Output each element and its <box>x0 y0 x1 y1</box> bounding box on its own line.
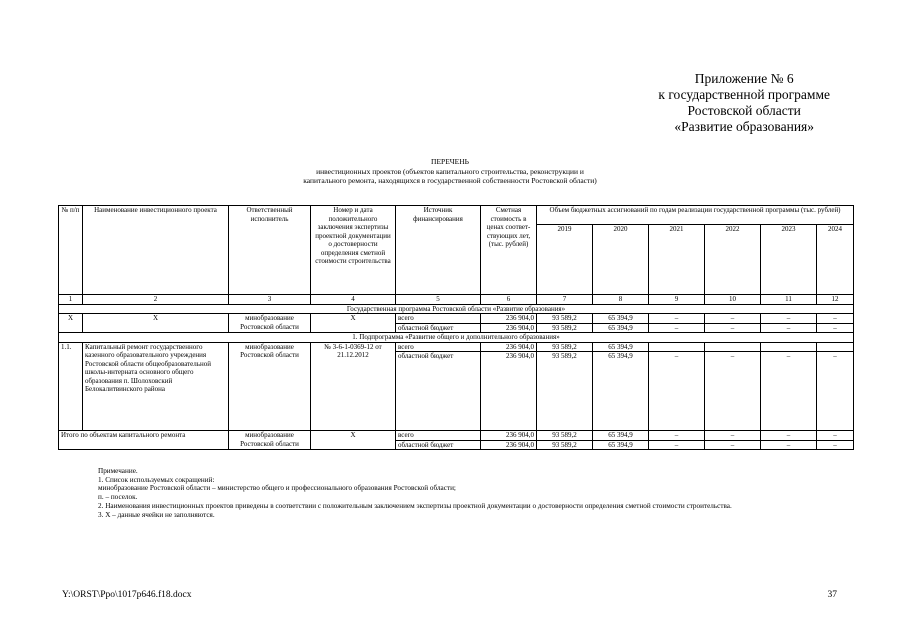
program-row-total <box>59 314 854 324</box>
year-cell: 93 589,2 <box>537 431 593 441</box>
year-cell: 65 394,9 <box>593 352 649 431</box>
year-cell: 93 589,2 <box>537 352 593 431</box>
cost-cell: 236 904,0 <box>481 440 537 450</box>
column-number: 8 <box>593 295 649 305</box>
project-row-total <box>59 342 854 352</box>
title-line-1: инвестиционных проектов (объектов капитального строительства, реконструкции и <box>316 166 584 176</box>
year-cell: – <box>817 352 854 431</box>
year-cell: – <box>761 323 817 333</box>
header-executor: Ответственный исполнитель <box>229 206 311 295</box>
cost-cell: 236 904,0 <box>481 323 537 333</box>
year-cell <box>817 342 854 352</box>
program-title-row <box>59 304 854 314</box>
notes-line: 2. Наименования инвестиционных проектов приведены в соответствии с положительным заключением экспертизы проектной документации о достоверности определения сметной стоимости строительства. <box>98 501 732 510</box>
column-number: 11 <box>761 295 817 305</box>
header-cost: Сметная стоимость в ценах соответ-ствующих лет, (тыс. рублей) <box>481 206 537 295</box>
year-cell <box>761 342 817 352</box>
header-num: № п/п <box>59 206 83 295</box>
column-number: 10 <box>705 295 761 305</box>
source-cell: всего <box>396 342 481 352</box>
year-cell: – <box>705 323 761 333</box>
year-cell: – <box>649 440 705 450</box>
total-row <box>59 431 854 441</box>
project-executor: минобразование Ростовской области <box>229 342 311 431</box>
project-num: 1.1. <box>59 342 83 431</box>
column-number: 2 <box>83 295 229 305</box>
column-number: 4 <box>311 295 396 305</box>
cost-cell: 236 904,0 <box>481 431 537 441</box>
year-cell: 93 589,2 <box>537 342 593 352</box>
header-year-2023: 2023 <box>761 225 817 295</box>
cost-cell: 236 904,0 <box>481 314 537 324</box>
program-num: Х <box>59 314 83 333</box>
source-cell: областной бюджет <box>396 352 481 431</box>
column-number-row <box>59 295 854 305</box>
program-name: Х <box>83 314 229 333</box>
notes-line: п. – поселок. <box>98 493 138 502</box>
program-executor: минобразование Ростовской области <box>229 314 311 333</box>
year-cell: 65 394,9 <box>593 323 649 333</box>
year-cell: 93 589,2 <box>537 440 593 450</box>
column-number: 6 <box>481 295 537 305</box>
total-label: Итого по объектам капитального ремонта <box>59 431 229 450</box>
footer-file-path: Y:\ORST\Ppo\1017p646.f18.docx <box>62 590 192 600</box>
year-cell: – <box>761 440 817 450</box>
investment-projects-table <box>58 205 854 450</box>
year-cell: – <box>649 352 705 431</box>
cost-cell: 236 904,0 <box>481 352 537 431</box>
appendix-line-3: Ростовской области <box>687 103 801 118</box>
title-heading: ПЕРЕЧЕНЬ <box>431 157 469 166</box>
year-cell: 65 394,9 <box>593 431 649 441</box>
appendix-line-1: Приложение № 6 <box>694 71 794 86</box>
source-cell: всего <box>396 314 481 324</box>
year-cell: 65 394,9 <box>593 314 649 324</box>
header-source: Источник финансирования <box>396 206 481 295</box>
header-year-2020: 2020 <box>593 225 649 295</box>
notes-heading: Примечание. <box>98 467 138 475</box>
appendix-line-4: «Развитие образования» <box>674 119 815 134</box>
year-cell <box>649 342 705 352</box>
column-number: 1 <box>59 295 83 305</box>
subprogram-title-row <box>59 333 854 343</box>
header-year-2024: 2024 <box>817 225 854 295</box>
program-title: Государственная программа Ростовской области «Развитие образования» <box>59 304 854 314</box>
total-expertise: Х <box>311 431 396 450</box>
column-number: 3 <box>229 295 311 305</box>
year-cell: 65 394,9 <box>593 440 649 450</box>
program-expertise: Х <box>311 314 396 333</box>
header-year-2019: 2019 <box>537 225 593 295</box>
source-cell: областной бюджет <box>396 323 481 333</box>
year-cell: – <box>705 431 761 441</box>
year-cell: – <box>649 314 705 324</box>
year-cell: – <box>817 440 854 450</box>
appendix-line-2: к государственной программе <box>658 87 830 102</box>
page-number: 37 <box>827 590 837 600</box>
year-cell <box>705 342 761 352</box>
header-year-2022: 2022 <box>705 225 761 295</box>
year-cell: – <box>761 352 817 431</box>
year-cell: – <box>817 323 854 333</box>
year-cell: – <box>705 440 761 450</box>
title-line-2: капитального ремонта, находящихся в государственной собственности Ростовской области) <box>303 176 597 185</box>
project-name: Капитальный ремонт государственного казенного образовательного учреждения Ростовской области общеобразовательной школы-интерната основного общего образования п. Шолоховский Белокалитвинского района <box>83 342 229 431</box>
year-cell: – <box>649 323 705 333</box>
total-executor: минобразование Ростовской области <box>229 431 311 450</box>
column-number: 9 <box>649 295 705 305</box>
column-number: 12 <box>817 295 854 305</box>
source-cell: областной бюджет <box>396 440 481 450</box>
column-number: 7 <box>537 295 593 305</box>
subprogram-title: 1. Подпрограмма «Развитие общего и дополнительного образования» <box>59 333 854 343</box>
source-cell: всего <box>396 431 481 441</box>
cost-cell: 236 904,0 <box>481 342 537 352</box>
appendix-header <box>658 71 830 135</box>
year-cell: – <box>817 431 854 441</box>
notes-block <box>98 467 868 519</box>
header-year-2021: 2021 <box>649 225 705 295</box>
year-cell: 93 589,2 <box>537 323 593 333</box>
header-name: Наименование инвестиционного проекта <box>83 206 229 295</box>
year-cell: – <box>761 314 817 324</box>
notes-line: 3. Х – данные ячейки не заполняются. <box>98 510 215 519</box>
year-cell: 65 394,9 <box>593 342 649 352</box>
header-expertise: Номер и дата положительного заключения экспертизы проектной документации о достоверности определения сметной стоимости строительства <box>311 206 396 295</box>
year-cell: – <box>649 431 705 441</box>
notes-line: 1. Список используемых сокращений: <box>98 475 215 484</box>
project-expertise: № 3-6-1-0369-12 от 21.12.2012 <box>311 342 396 431</box>
notes-line: минобразование Ростовской области – министерство общего и профессионального образования Ростовской области; <box>98 484 456 493</box>
year-cell: – <box>705 314 761 324</box>
column-number: 5 <box>396 295 481 305</box>
year-cell: – <box>761 431 817 441</box>
year-cell: – <box>817 314 854 324</box>
header-row-1 <box>59 206 854 225</box>
year-cell: – <box>705 352 761 431</box>
year-cell: 93 589,2 <box>537 314 593 324</box>
document-title <box>240 157 660 186</box>
header-volume: Объем бюджетных ассигнований по годам реализации государственной программы (тыс. рублей) <box>537 206 854 225</box>
